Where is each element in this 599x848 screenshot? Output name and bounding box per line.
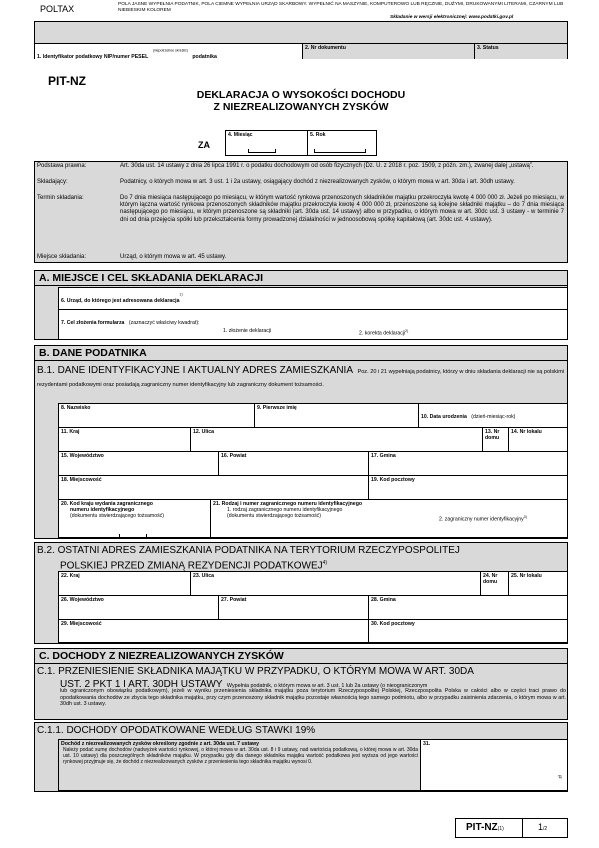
b2-county-field[interactable] [218, 595, 368, 619]
year-tick [314, 149, 366, 153]
footer-divider [522, 818, 523, 838]
county-field[interactable] [218, 451, 368, 475]
c1-title-line2: UST. 2 PKT 1 I ART. 30DH USTAWY [60, 679, 223, 690]
section-c-header: C. DOCHODY Z NIEZREALIZOWANYCH ZYSKÓW [34, 648, 568, 664]
b2-title-line2-text: POLSKIEJ PRZED ZMIANĄ REZYDENCJI PODATKOWEJ [60, 560, 323, 572]
tax-office-sup: 1) [179, 292, 183, 297]
termin-label: Termin składania: [37, 195, 84, 201]
header-instructions: POLA JASNE WYPEŁNIA PODATNIK, POLA CIEMNE WYPEŁNIA URZĄD SKARBOWY. WYPEŁNIĆ NA MASZYNIE, KOMPUTEROWO LUB RĘCZNIE, DUŻYMI, DRUKOWANYMI LITERAMI, CZARNYM LUB NIEBIESKIM KOLOREM [118, 2, 564, 13]
purpose-hint: (zaznaczyć właściwy kwadrat): [128, 320, 200, 326]
document-number-label: 2. Nr dokumentu [305, 45, 346, 51]
id-country-code-label-2: numeru identyfikacyjnego [70, 507, 135, 513]
b2-title-line1: B.2. OSTATNI ADRES ZAMIESZKANIA PODATNIKA NA TERYTORIUM RZECZYPOSPOLITEJ [37, 545, 460, 556]
section-a-header: A. MIEJSCE I CEL SKŁADANIA DEKLARACJI [34, 270, 568, 286]
status-label: 3. Status [477, 45, 499, 51]
b2-street-field[interactable] [190, 571, 480, 595]
c11-description [58, 739, 420, 791]
surname-label: 8. Nazwisko [61, 405, 91, 411]
birth-date-hint: (dzień-miesiąc-rok) [471, 414, 516, 420]
birth-date-label: 10. Data urodzenia [421, 414, 467, 420]
footer-page-of: /2 [543, 826, 548, 832]
c1-title-line1: C.1. PRZENIESIENIE SKŁADNIKA MAJĄTKU W PRZYPADKU, O KTÓRYM MOWA W ART. 30DA [37, 666, 474, 677]
voivodeship-label: 15. Województwo [61, 453, 104, 459]
county-label: 16. Powiat [221, 453, 247, 459]
document-number-field [302, 43, 474, 59]
foreign-id-option2 [439, 514, 527, 523]
status-field [474, 43, 568, 59]
b2-voivodeship-label: 26. Województwo [61, 597, 104, 603]
taxpayer-id-label: 1. Identyfikator podatkowy NIP/numer PESEL [37, 54, 149, 60]
first-name-field[interactable] [254, 403, 418, 427]
taxpayer-id-field[interactable] [34, 43, 302, 59]
b2-city-field[interactable] [58, 619, 368, 643]
street-field[interactable] [190, 427, 482, 451]
foreign-id-field[interactable] [210, 499, 568, 538]
foreign-id-option2-sup: 3) [523, 515, 527, 519]
commune-label: 17. Gmina [371, 453, 396, 459]
poltax-label: POLTAX [40, 4, 75, 14]
b2-apartment-number-field[interactable] [508, 571, 568, 595]
apartment-number-field[interactable] [508, 427, 568, 451]
miejsce-text: Urząd, o którym mowa w art. 45 ustawy. [120, 254, 227, 260]
footer-form-code [466, 822, 504, 833]
b1-title: B.1. DANE IDENTYFIKACYJNE I AKTUALNY ADRES ZAMIESZKANIA [37, 365, 354, 376]
country-label: 11. Kraj [61, 429, 80, 435]
b2-house-number-field[interactable] [480, 571, 508, 595]
city-field[interactable] [58, 475, 368, 499]
tax-office-field[interactable] [58, 287, 568, 309]
apartment-number-label: 14. Nr lokalu [511, 429, 542, 435]
id-country-code-field[interactable] [58, 499, 210, 538]
option-correction[interactable] [359, 328, 408, 337]
postal-code-label: 19. Kod pocztowy [371, 477, 415, 483]
id-country-code-tick [119, 534, 147, 538]
income-amount-field[interactable] [420, 739, 568, 791]
b2-apartment-number-label: 25. Nr lokalu [511, 573, 542, 579]
b2-postal-code-field[interactable] [368, 619, 568, 643]
b2-commune-field[interactable] [368, 595, 568, 619]
currency-zl: zł [557, 775, 563, 779]
taxpayer-id-hint: (niepotrzebne skreślić) [152, 48, 188, 53]
b2-commune-label: 28. Gmina [371, 597, 396, 603]
id-country-code-label-1: 20. Kod kraju wydania zagranicznego [61, 501, 153, 507]
skladajacy-text: Podatnicy, o których mowa w art. 3 ust. 1 i 2a ustawy, osiągający dochód z niezrealizowanych zysków, o którym mowa w art. 30da i art. 30dh ustawy. [120, 179, 515, 185]
income-amount-label: 31. [423, 741, 431, 747]
voivodeship-field[interactable] [58, 451, 218, 475]
birth-date-field[interactable] [418, 403, 568, 427]
street-label: 12. Ulica [193, 429, 215, 435]
b2-country-label: 22. Kraj [61, 573, 80, 579]
month-label: 4. Miesiąc [228, 132, 253, 138]
month-field[interactable] [225, 130, 307, 156]
city-label: 18. Miejscowość [61, 477, 102, 483]
footer-code: PIT-NZ [466, 822, 498, 833]
purpose-label: 7. Cel złożenia formularza [61, 320, 125, 326]
country-field[interactable] [58, 427, 190, 451]
footer-page [538, 822, 547, 832]
podstawa-text: Art. 30da ust. 14 ustawy z dnia 26 lipca 1991 r. o podatku dochodowym od osób fizycznych (Dz. U. z 2018 r. poz. 1509, z późn. zm.), zwanej dalej „ustawą”. [120, 163, 534, 169]
id-country-code-label-3: (dokumentu stwierdzającego tożsamość) [70, 513, 164, 519]
footer-version: (1) [497, 826, 504, 832]
purpose-field [58, 309, 568, 339]
house-number-label: 13. Nr domu [485, 429, 500, 441]
foreign-id-option2-label: 2. zagraniczny numer identyfikacyjny [439, 516, 524, 523]
b2-street-label: 23. Ulica [193, 573, 215, 579]
b2-county-label: 27. Powiat [221, 597, 247, 603]
b2-city-label: 29. Miejscowość [61, 621, 102, 627]
podstawa-label: Podstawa prawna: [37, 163, 87, 169]
month-tick [248, 149, 276, 153]
section-b-header: B. DANE PODATNIKA [34, 345, 568, 361]
form-code: PIT-NZ [48, 74, 86, 88]
first-name-label: 9. Pierwsze imię [257, 405, 297, 411]
c11-title: C.1.1. DOCHODY OPODATKOWANE WEDŁUG STAWKI 19% [37, 725, 316, 736]
year-field[interactable] [307, 130, 377, 156]
c1-note-inline: Wypełnia podatnik, o którym mowa w art. 3 ust. 1 lub 2a ustawy (o nieograniczonym [226, 683, 428, 689]
year-label: 5. Rok [310, 132, 326, 138]
electronic-filing-note: Składanie w wersji elektronicznej: www.podatki.gov.pl [390, 15, 514, 20]
c11-box-title: Dochód z niezrealizowanych zysków określony zgodnie z art. 30da ust. 7 ustawy [61, 741, 260, 747]
b2-sup: 4) [322, 560, 328, 566]
foreign-id-label: 21. Rodzaj i numer zagranicznego numeru identyfikacyjnego [213, 501, 363, 507]
foreign-id-option1b: (dokumentu stwierdzającego tożsamość) [227, 513, 321, 519]
house-number-field[interactable] [482, 427, 508, 451]
option-declaration[interactable]: 1. złożenie deklaracji [223, 328, 272, 334]
b2-postal-code-label: 30. Kod pocztowy [371, 621, 415, 627]
option-correction-label: 2. korekta deklaracji [359, 330, 406, 337]
footer-page-number: 1 [538, 822, 544, 832]
form-title-line1: DEKLARACJA O WYSOKOŚCI DOCHODU [196, 89, 406, 101]
termin-text: Do 7 dnia miesiąca następującego po miesiącu, w którym wartość rynkowa przenoszonych składników majątku przekroczyła kwotę 4 000 000 zł. Jeżeli po miesiącu, w którym łączna wartość rynkowa przenoszonych składników majątku przekroczyła kwotę 4 000 000 zł, przenoszone są kolejne składniki majątku – do 7 dnia miesiąca następującego po miesiącu, w którym przenoszone są składniki (art. 30da ust. 14 ustawy) albo w przypadku, o którym mowa w art. 30dc ust. 3 ustawy - w terminie 7 dni od dnia przejęcia spółki lub przekształcenia formy prowadzonej działalności w jednoosobową spółkę kapitałową (art. 30dc ust. 4 ustawy). [120, 195, 564, 223]
b1-note: Poz. 20 i 21 wypełniają podatnicy, którzy w dniu składania deklaracji nie są polskimi rezydentami podatkowymi oraz posiadają zagraniczny numer identyfikacyjny lub zagraniczny dokument tożsamości. [37, 369, 565, 388]
b1-heading [37, 364, 565, 388]
c11-box-text: Należy podać sumę dochodów (nadwyżek wartości rynkowej, o której mowa w art. 30da ust. 8 i 9 ustawy, nad wartością podatkową, o której mowa w art. 30da ust. 10 ustawy) dla poszczególnych składników majątku. W przypadku gdy dla danego składnika majątku wartość podatkowa jest wyższa od jego wartości rynkowej przyjmuje się, że dochód z niezrealizowanych zysków z przeniesienia tego składnika majątku wynosi 0. [63, 747, 418, 765]
commune-field[interactable] [368, 451, 568, 475]
option-correction-sup: 2) [405, 329, 409, 333]
b2-voivodeship-field[interactable] [58, 595, 218, 619]
foreign-id-option1: 1. rodzaj zagranicznego numeru identyfikacyjnego [227, 507, 343, 513]
tax-office-label: 6. Urząd, do którego jest adresowana deklaracja [61, 298, 180, 304]
miejsce-label: Miejsce składania: [37, 254, 87, 260]
surname-field[interactable] [58, 403, 254, 427]
c1-note: lub ograniczonym obowiązku podatkowym), jeżeli w wyniku przeniesienia składnika majątku poza terytorium Rzeczypospolitej Polskiej, Rzeczpospolita Polska w całości albo w części traci prawo do opodatkowania dochodów ze zbycia tego składnika majątku, przy czym przenoszony składnik majątku pozostaje własnością tego samego podmiotu, albo w przypadku zaistnienia zdarzenia, o którym mowa w art. 30dh ust. 3 ustawy. [60, 688, 566, 708]
b2-house-number-label: 24. Nr domu [483, 573, 498, 585]
za-label: ZA [198, 140, 210, 150]
postal-code-field[interactable] [368, 475, 568, 499]
skladajacy-label: Składający: [37, 179, 68, 185]
taxpayer-id-suffix: podatnika [192, 54, 217, 60]
form-title-line2: Z NIEZREALIZOWANYCH ZYSKÓW [213, 101, 389, 113]
b2-country-field[interactable] [58, 571, 190, 595]
